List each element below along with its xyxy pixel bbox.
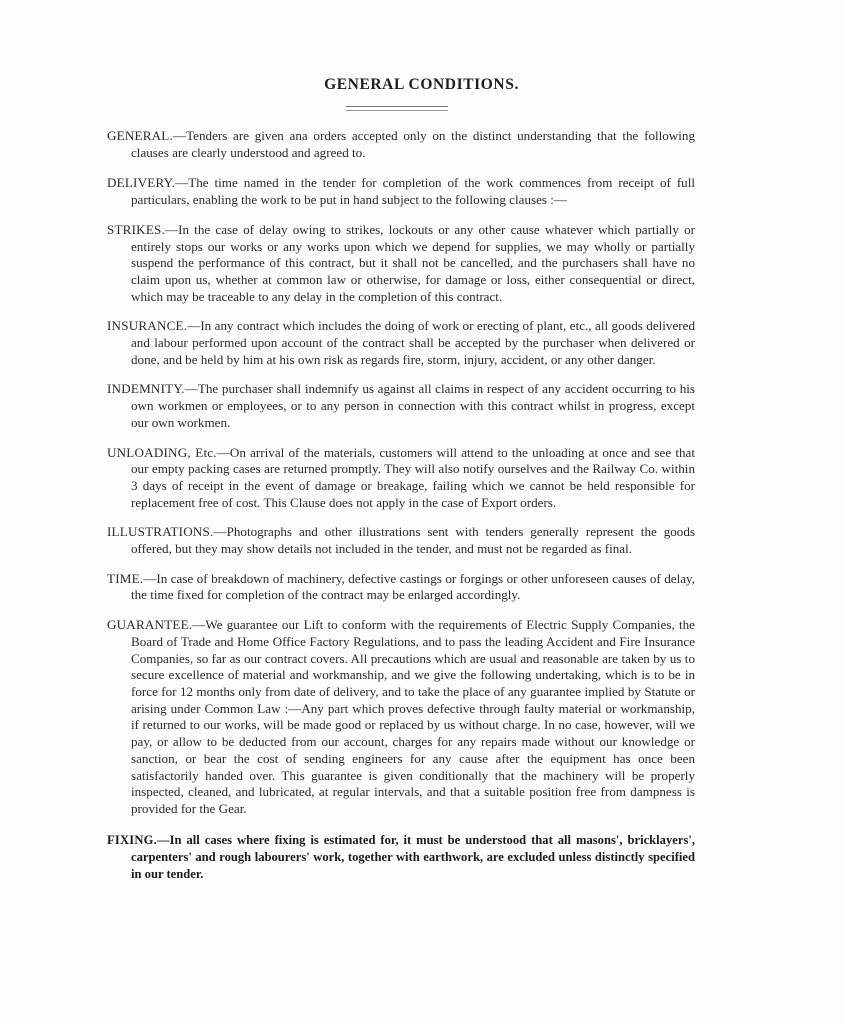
clause-heading: ILLUSTRATIONS. — [107, 524, 214, 540]
title-divider — [346, 106, 448, 111]
clause-heading: INSURANCE. — [107, 318, 188, 334]
clause-text: —In case of breakdown of machinery, defective castings or forgings or other unforeseen causes of delay, the time fixed for completion of the contract may be enlarged accordingly. — [131, 570, 695, 603]
clause-delivery — [107, 175, 695, 208]
clause-illustrations — [107, 524, 695, 557]
clause-text: —In any contract which includes the doing of work or erecting of plant, etc., all goods delivered and labour performed upon account of the contract shall be accepted by the purchaser when delivered or done, and be held by him at his own risk as regards fire, storm, injury, accident, or any other danger. — [131, 318, 695, 367]
clause-fixing — [107, 832, 695, 883]
clause-heading: STRIKES. — [107, 221, 165, 237]
clause-text: —The time named in the tender for completion of the work commences from receipt of full particulars, enabling the work to be put in hand subject to the following clauses :— — [131, 175, 695, 208]
clause-text: —Tenders are given ana orders accepted only on the distinct understanding that the following clauses are clearly understood and agreed to. — [131, 128, 695, 160]
clause-general — [107, 128, 695, 161]
clause-time — [107, 571, 695, 604]
clause-text: —In all cases where fixing is estimated for, it must be understood that all masons', bricklayers', carpenters' and rough labourers' work, together with earthwork, are excluded unless distinctly specified in our tender. — [131, 832, 695, 881]
clause-text: —We guarantee our Lift to conform with the requirements of Electric Supply Companies, the Board of Trade and Home Office Factory Regulations, and to pass the leading Accident and Fire Insurance Companies, so far as our contract covers. All precautions which are usual and reasonable are taken by us to secure excellence of material and workmanship, and we give the following undertaking, which is to be in force for 12 months only from date of delivery, and to take the place of any guarantee implied by Statute or arising under Common Law :—Any part which proves defective through faulty material or workmanship, if returned to our works, will be made good or replaced by us without charge. In no case, however, will we pay, or allow to be deducted from our account, charges for any repairs made without our knowledge or sanction, or bear the cost of sending engineers for any cause after the equipment has once been satisfactorily handed over. This guarantee is given conditionally that the machinery will be properly inspected, cleaned, and lubricated, at regular intervals, and that a suitable position free from dampness is provided for the Gear. — [131, 617, 695, 816]
clause-heading: FIXING. — [107, 832, 158, 847]
clause-heading: GENERAL. — [107, 128, 173, 143]
clause-insurance — [107, 318, 695, 368]
clause-heading: TIME. — [107, 570, 144, 586]
clause-heading: UNLOADING, Etc. — [107, 444, 217, 460]
clause-heading: GUARANTEE. — [107, 617, 193, 633]
clause-text: —On arrival of the materials, customers will attend to the unloading at once and see that our empty packing cases are returned promptly. They will also notify ourselves and the Railway Co. within 3 days of receipt in the event of damage or breakage, failing which we cannot be held responsible for replacement free of cost. This Clause does not apply in the case of Export orders. — [131, 444, 695, 510]
clause-heading: INDEMNITY. — [107, 381, 185, 397]
clause-heading: DELIVERY. — [107, 175, 176, 191]
clauses-list — [107, 128, 695, 883]
clause-unloading — [107, 445, 695, 512]
clause-indemnity — [107, 381, 695, 431]
page-title: GENERAL CONDITIONS. — [324, 76, 519, 93]
clause-text: —Photographs and other illustrations sent with tenders generally represent the goods offered, but they may show details not included in the tender, and must not be regarded as final. — [131, 524, 695, 557]
clause-guarantee — [107, 617, 695, 817]
clause-text: —The purchaser shall indemnify us against all claims in respect of any accident occurring to his own workmen or employees, or to any person in connection with this contract whilst in progress, except our own workmen. — [131, 381, 695, 430]
clause-text: —In the case of delay owing to strikes, lockouts or any other cause whatever which partially or entirely stops our works or any works upon which we depend for supplies, we may wholly or partially suspend the performance of this contract, but it shall not be cancelled, and the purchasers shall have no claim upon us, whether at common law or otherwise, for damage or loss, either consequential or direct, which may be traceable to any delay in the completion of this contract. — [131, 221, 695, 304]
clause-strikes — [107, 222, 695, 306]
